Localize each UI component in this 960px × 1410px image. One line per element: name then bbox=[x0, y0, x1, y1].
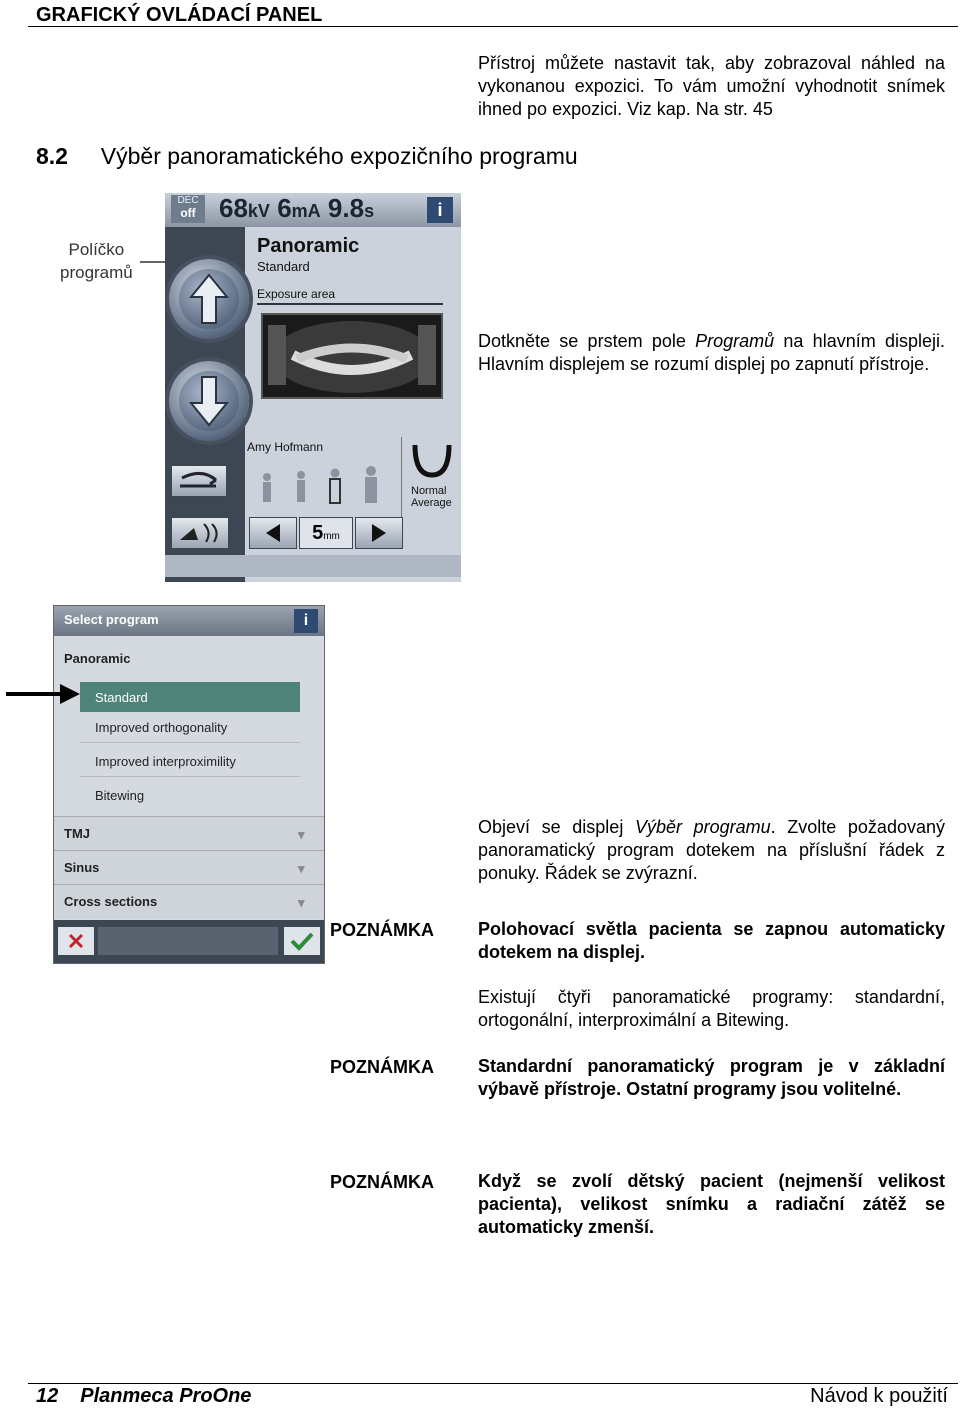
step1-text-part1: Dotkněte se prstem pole bbox=[478, 331, 696, 351]
group-sinus[interactable] bbox=[54, 850, 324, 885]
option-improved-orthogonality[interactable] bbox=[80, 712, 300, 743]
option-standard[interactable] bbox=[80, 682, 300, 712]
patient-name: Amy Hofmann bbox=[247, 440, 324, 454]
product-name: Planmeca ProOne bbox=[80, 1385, 252, 1407]
page-header-title: GRAFICKÝ OVLÁDACÍ PANEL bbox=[36, 4, 323, 26]
arrow-down-icon bbox=[189, 375, 229, 427]
step2-text-part1: Objeví se displej bbox=[478, 817, 635, 837]
footer-rule bbox=[28, 1383, 958, 1384]
arrow-up-icon bbox=[189, 273, 229, 325]
seconds-unit: s bbox=[364, 201, 375, 221]
patient-entry-button[interactable] bbox=[171, 465, 227, 497]
group-cross-label: Cross sections bbox=[64, 894, 158, 909]
step1-text-italic: Programů bbox=[695, 331, 775, 351]
step1-paragraph bbox=[478, 330, 945, 376]
arm-down-button[interactable] bbox=[169, 361, 249, 441]
program-subtype[interactable]: Standard bbox=[257, 259, 310, 274]
chevron-down-icon: ▾ bbox=[298, 895, 305, 910]
info-button[interactable]: i bbox=[427, 197, 453, 223]
step-value: 5 bbox=[312, 522, 324, 544]
bite-block-button[interactable] bbox=[171, 517, 229, 549]
callout-line1: Políčko bbox=[68, 240, 125, 259]
section-number: 8.2 bbox=[36, 143, 68, 169]
triangle-left-icon bbox=[250, 518, 296, 548]
section-heading bbox=[36, 143, 578, 170]
note-text-2: Standardní panoramatický program je v základní výbavě přístroje. Ostatní programy jsou volitelné. bbox=[478, 1056, 945, 1099]
callout-line2: programů bbox=[60, 263, 133, 282]
jaw-size-label bbox=[411, 485, 452, 509]
step-left-button[interactable] bbox=[249, 517, 297, 549]
header-rule bbox=[28, 26, 958, 27]
note-label-2: POZNÁMKA bbox=[330, 1057, 434, 1077]
select-program-title: Select program bbox=[64, 612, 159, 627]
footer-left bbox=[36, 1385, 251, 1408]
ma-value: 6 bbox=[277, 193, 292, 223]
confirm-button[interactable] bbox=[284, 927, 320, 955]
step2-paragraph bbox=[478, 816, 945, 885]
bite-block-icon bbox=[172, 518, 228, 548]
step-value-display bbox=[299, 517, 353, 549]
selection-pointer-arrow-icon bbox=[4, 682, 82, 706]
seconds-value: 9.8 bbox=[327, 193, 365, 223]
bottom-bar bbox=[165, 555, 461, 577]
note-label-3: POZNÁMKA bbox=[330, 1172, 434, 1192]
group-cross-sections[interactable] bbox=[54, 884, 324, 919]
group-panoramic[interactable] bbox=[54, 642, 324, 676]
program-field-callout bbox=[60, 238, 133, 284]
jaw-line2: Average bbox=[411, 497, 452, 509]
group-tmj[interactable] bbox=[54, 816, 324, 851]
chevron-down-icon: ▾ bbox=[298, 827, 305, 842]
select-program-footer bbox=[54, 920, 324, 963]
manual-title: Návod k použití bbox=[810, 1385, 948, 1407]
option-orthogonality-label: Improved orthogonality bbox=[95, 720, 228, 735]
close-icon bbox=[58, 927, 94, 955]
option-standard-label: Standard bbox=[95, 690, 148, 705]
step2-text-italic: Výběr programu bbox=[634, 817, 771, 837]
section-title: Výběr panoramatického expozičního programu bbox=[100, 143, 578, 169]
dec-label: DEC bbox=[177, 195, 199, 206]
option-bitewing-label: Bitewing bbox=[95, 788, 145, 803]
jaw-divider bbox=[401, 437, 402, 525]
select-program-screenshot bbox=[53, 605, 325, 964]
info-button[interactable]: i bbox=[294, 609, 318, 633]
chevron-down-icon: ▾ bbox=[298, 861, 305, 876]
jaw-shape-icon[interactable] bbox=[411, 443, 453, 479]
triangle-right-icon bbox=[356, 518, 402, 548]
arm-up-button[interactable] bbox=[169, 259, 249, 339]
jaw-line1: Normal bbox=[411, 485, 447, 497]
dec-state: off bbox=[180, 206, 196, 220]
exposure-area-label: Exposure area bbox=[257, 287, 336, 301]
programs-paragraph: Existují čtyři panoramatické programy: standardní, ortogonální, interproximální a Bitewing. bbox=[478, 987, 945, 1030]
footer-spacer bbox=[98, 927, 278, 955]
xray-teeth-image bbox=[263, 315, 441, 397]
enter-arrow-icon bbox=[172, 466, 226, 496]
exposure-area-divider bbox=[257, 303, 443, 305]
select-program-titlebar bbox=[54, 606, 324, 636]
step2-text-part2: . Zvolte požadovaný panoramatický program dotekem na příslušní řádek z ponuky. Řádek se zvýrazní. bbox=[478, 817, 945, 883]
step-unit: mm bbox=[323, 531, 340, 542]
intro-paragraph: Přístroj můžete nastavit tak, aby zobrazoval náhled na vykonanou expozici. To vám umožní vyhodnotit snímek ihned po expozici. Viz kap. Na str. 45 bbox=[478, 53, 945, 119]
dec-button[interactable] bbox=[171, 195, 205, 223]
checkmark-icon bbox=[284, 927, 320, 955]
program-name[interactable]: Panoramic bbox=[257, 235, 360, 257]
ma-unit: mA bbox=[291, 201, 321, 221]
main-display-screenshot bbox=[165, 193, 461, 582]
option-bitewing[interactable] bbox=[80, 780, 300, 810]
panoramic-xray-preview bbox=[261, 313, 443, 399]
step-right-button[interactable] bbox=[355, 517, 403, 549]
group-sinus-label: Sinus bbox=[64, 860, 100, 875]
exposure-status-bar bbox=[165, 193, 461, 227]
page-number: 12 bbox=[36, 1385, 59, 1407]
kv-value: 68 bbox=[219, 193, 248, 223]
exposure-values[interactable] bbox=[219, 193, 374, 224]
kv-unit: kV bbox=[247, 201, 270, 221]
note-label-1: POZNÁMKA bbox=[330, 920, 434, 940]
option-interproximility-label: Improved interproximility bbox=[95, 754, 236, 769]
note-text-1: Polohovací světla pacienta se zapnou automaticky dotekem na displej. bbox=[478, 919, 945, 962]
patient-size-selector[interactable] bbox=[255, 465, 385, 511]
step1-text-part2: na hlavním displeji. Hlavním displejem se rozumí displej po zapnutí přístroje. bbox=[478, 331, 945, 374]
cancel-button[interactable] bbox=[58, 927, 94, 955]
option-improved-interproximility[interactable] bbox=[80, 746, 300, 777]
group-panoramic-label: Panoramic bbox=[64, 651, 131, 666]
group-tmj-label: TMJ bbox=[64, 826, 90, 841]
note-text-3: Když se zvolí dětský pacient (nejmenší velikost pacienta), velikost snímku a radiační zátěž se automaticky zmenší. bbox=[478, 1171, 945, 1237]
